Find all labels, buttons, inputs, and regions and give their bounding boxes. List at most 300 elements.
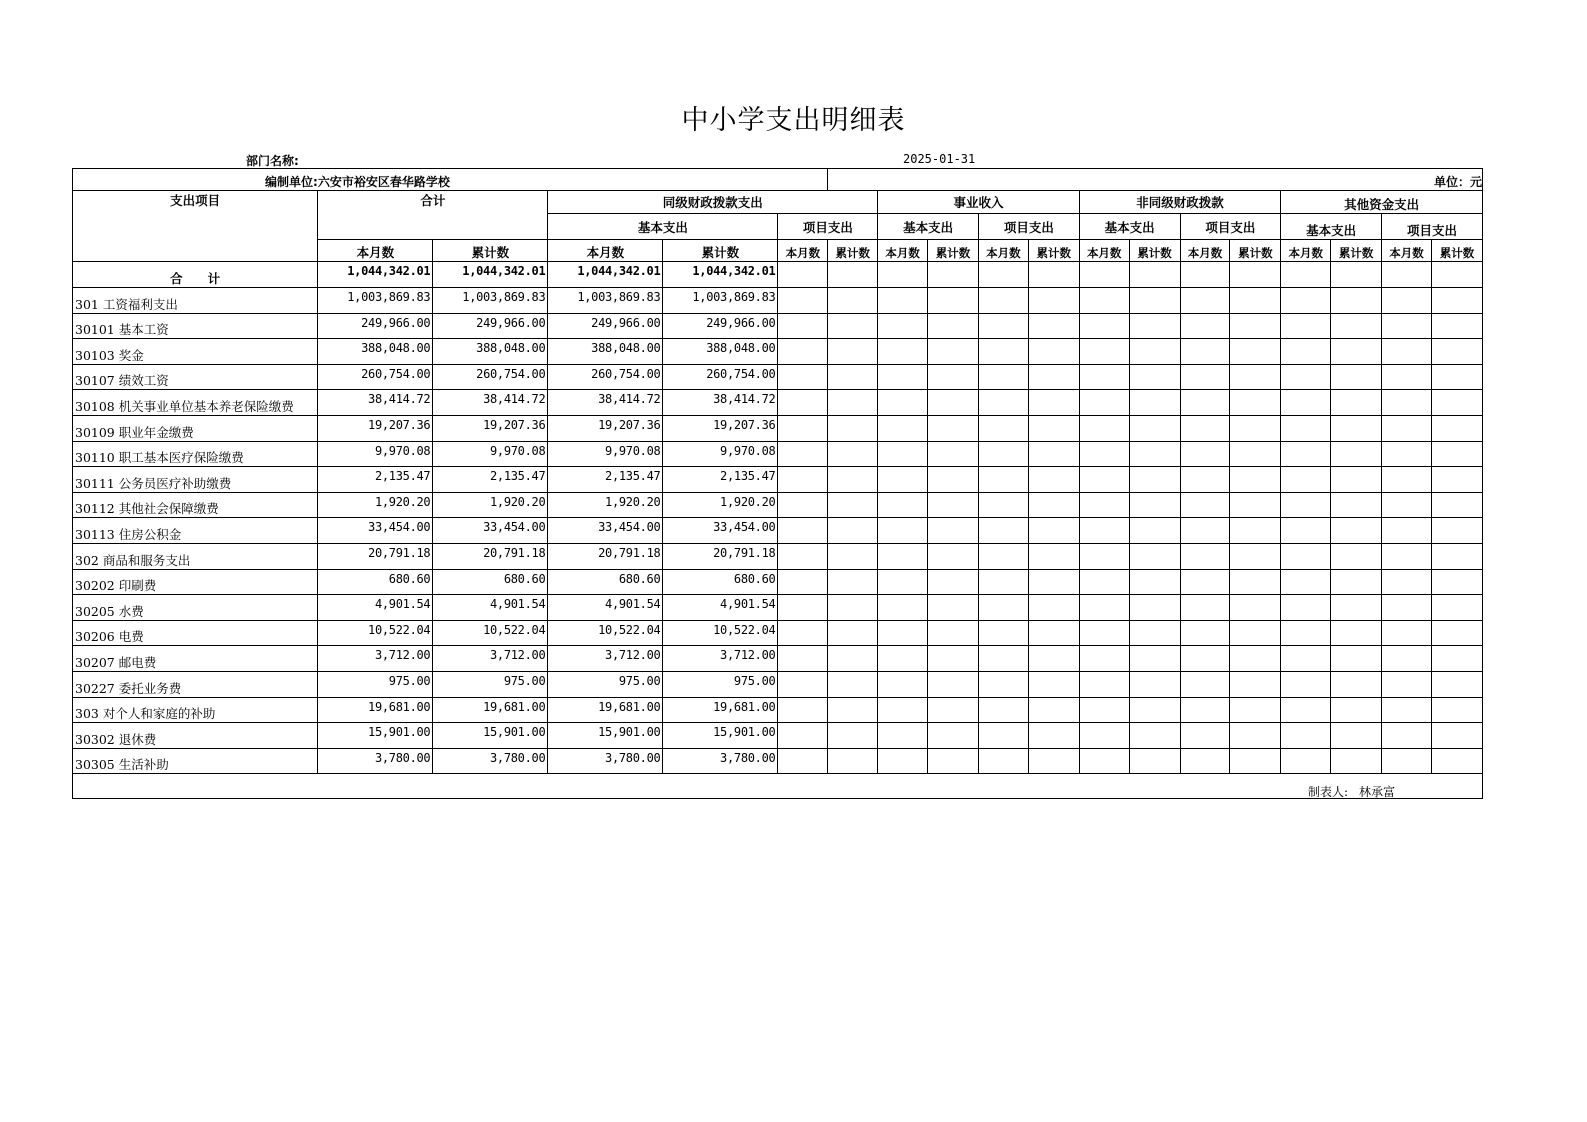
amount-cell: 680.60: [663, 569, 778, 595]
amount-cell: 680.60: [548, 569, 663, 595]
empty-cell: [878, 671, 928, 697]
empty-cell: [1028, 723, 1079, 749]
empty-cell: [1331, 364, 1382, 390]
row-label: 30305 生活补助: [73, 748, 318, 774]
empty-cell: [1331, 415, 1382, 441]
empty-cell: [978, 492, 1028, 518]
amount-cell: 2,135.47: [548, 467, 663, 493]
empty-cell: [1281, 339, 1331, 365]
empty-cell: [1180, 492, 1230, 518]
amount-cell: 10,522.04: [548, 620, 663, 646]
row-label: 30205 水费: [73, 595, 318, 621]
empty-cell: [1382, 364, 1432, 390]
row-label: 303 对个人和家庭的补助: [73, 697, 318, 723]
empty-cell: [828, 543, 878, 569]
empty-cell: [1079, 518, 1129, 544]
empty-cell: [1431, 620, 1482, 646]
empty-cell: [878, 364, 928, 390]
empty-cell: [828, 492, 878, 518]
dept-label: 部门名称:: [246, 154, 299, 168]
row-label: 30110 职工基本医疗保险缴费: [73, 441, 318, 467]
amount-cell: 19,207.36: [318, 415, 433, 441]
row-label: 30112 其他社会保障缴费: [73, 492, 318, 518]
empty-cell: [978, 543, 1028, 569]
table-row: [73, 415, 1483, 441]
expense-table: [72, 168, 1483, 799]
empty-cell: [1028, 748, 1079, 774]
table-header: [73, 169, 1483, 288]
empty-cell: [1079, 748, 1129, 774]
empty-cell: [1129, 543, 1180, 569]
header-row-1: [73, 191, 1483, 214]
empty-cell: [1230, 723, 1281, 749]
empty-cell: [1382, 748, 1432, 774]
row-label: 30202 印刷费: [73, 569, 318, 595]
empty-cell: [1180, 595, 1230, 621]
empty-cell: [1129, 390, 1180, 416]
empty-cell: [978, 415, 1028, 441]
empty-cell: [1431, 441, 1482, 467]
amount-cell: 3,780.00: [433, 748, 548, 774]
header-cumulative: 累计数: [928, 240, 979, 262]
row-label: 30103 奖金: [73, 339, 318, 365]
empty-cell: [1431, 339, 1482, 365]
empty-cell: [1431, 646, 1482, 672]
amount-cell: 19,681.00: [548, 697, 663, 723]
empty-cell: [878, 390, 928, 416]
amount-cell: 3,780.00: [548, 748, 663, 774]
amount-cell: 260,754.00: [318, 364, 433, 390]
empty-cell: [878, 313, 928, 339]
header-cumulative: 累计数: [663, 240, 778, 262]
empty-cell: [1230, 748, 1281, 774]
empty-cell: [1028, 441, 1079, 467]
empty-cell: [978, 595, 1028, 621]
empty-cell: [778, 595, 828, 621]
empty-cell: [828, 441, 878, 467]
empty-cell: [878, 697, 928, 723]
empty-cell: [1382, 543, 1432, 569]
empty-cell: [878, 518, 928, 544]
empty-cell: [1431, 723, 1482, 749]
row-label: 30113 住房公积金: [73, 518, 318, 544]
empty-cell: [1180, 339, 1230, 365]
empty-cell: [1382, 467, 1432, 493]
empty-cell: [1028, 288, 1079, 314]
empty-cell: [1028, 492, 1079, 518]
empty-cell: [1431, 313, 1482, 339]
table-row: [73, 518, 1483, 544]
empty-cell: [1129, 288, 1180, 314]
amount-cell: 249,966.00: [433, 313, 548, 339]
amount-cell: 975.00: [548, 671, 663, 697]
amount-cell: 249,966.00: [548, 313, 663, 339]
table-row: [73, 288, 1483, 314]
empty-cell: [1129, 313, 1180, 339]
empty-cell: [1331, 646, 1382, 672]
empty-cell: [1180, 569, 1230, 595]
amount-cell: 20,791.18: [663, 543, 778, 569]
empty-cell: [1028, 646, 1079, 672]
empty-cell: [878, 467, 928, 493]
amount-cell: 19,207.36: [663, 415, 778, 441]
empty-cell: [1331, 467, 1382, 493]
empty-cell: [1431, 492, 1482, 518]
header-month: 本月数: [978, 240, 1028, 262]
amount-cell: 38,414.72: [433, 390, 548, 416]
empty-cell: [1431, 390, 1482, 416]
empty-cell: [1382, 441, 1432, 467]
empty-cell: [1331, 620, 1382, 646]
header-business-project: 项目支出: [978, 214, 1079, 240]
amount-cell: 33,454.00: [663, 518, 778, 544]
header-nonsame-basic: 基本支出: [1079, 214, 1180, 240]
empty-cell: [1331, 671, 1382, 697]
empty-cell: [928, 620, 979, 646]
header-month: 本月数: [1281, 240, 1331, 262]
empty-cell: [1028, 671, 1079, 697]
header-cumulative: 累计数: [1331, 240, 1382, 262]
empty-cell: [1281, 748, 1331, 774]
empty-cell: [1129, 646, 1180, 672]
empty-cell: [928, 288, 979, 314]
empty-cell: [1129, 671, 1180, 697]
empty-cell: [1079, 569, 1129, 595]
empty-cell: [928, 723, 979, 749]
header-month: 本月数: [1180, 240, 1230, 262]
empty-cell: [878, 492, 928, 518]
empty-cell: [1129, 595, 1180, 621]
amount-cell: 1,920.20: [318, 492, 433, 518]
footer-cell: [73, 774, 1483, 799]
amount-cell: 975.00: [318, 671, 433, 697]
empty-cell: [1079, 390, 1129, 416]
empty-cell: [878, 646, 928, 672]
header-item: 支出项目: [73, 191, 318, 262]
table-row: [73, 595, 1483, 621]
empty-cell: [1180, 620, 1230, 646]
empty-cell: [928, 364, 979, 390]
footer-row: [73, 774, 1483, 799]
empty-cell: [1028, 518, 1079, 544]
header-cumulative: 累计数: [1431, 240, 1482, 262]
empty-cell: [978, 339, 1028, 365]
empty-cell: [978, 313, 1028, 339]
empty-cell: [778, 723, 828, 749]
empty-cell: [878, 620, 928, 646]
empty-cell: [828, 671, 878, 697]
header-month: 本月数: [778, 240, 828, 262]
header-total: 合计: [318, 191, 548, 240]
empty-cell: [978, 748, 1028, 774]
empty-cell: [1129, 364, 1180, 390]
empty-cell: [978, 569, 1028, 595]
empty-cell: [1331, 390, 1382, 416]
amount-cell: 1,920.20: [548, 492, 663, 518]
amount-cell: 3,712.00: [433, 646, 548, 672]
row-label: 30108 机关事业单位基本养老保险缴费: [73, 390, 318, 416]
empty-cell: [1180, 671, 1230, 697]
table-row: [73, 492, 1483, 518]
empty-cell: [778, 364, 828, 390]
empty-cell: [1382, 390, 1432, 416]
row-label: 30109 职业年金缴费: [73, 415, 318, 441]
amount-cell: 975.00: [663, 671, 778, 697]
amount-cell: 1,003,869.83: [663, 288, 778, 314]
table-row: [73, 671, 1483, 697]
empty-cell: [1281, 569, 1331, 595]
amount-cell: 3,780.00: [663, 748, 778, 774]
empty-cell: [1431, 467, 1482, 493]
table-row: [73, 697, 1483, 723]
empty-cell: [1230, 697, 1281, 723]
header-month: 本月数: [318, 240, 433, 262]
empty-cell: [878, 595, 928, 621]
table-row: [73, 441, 1483, 467]
empty-cell: [778, 646, 828, 672]
amount-cell: 260,754.00: [663, 364, 778, 390]
empty-cell: [828, 518, 878, 544]
empty-cell: [1281, 415, 1331, 441]
empty-cell: [828, 569, 878, 595]
empty-cell: [1230, 518, 1281, 544]
empty-cell: [1331, 288, 1382, 314]
empty-cell: [778, 518, 828, 544]
empty-cell: [1230, 288, 1281, 314]
empty-cell: [1382, 492, 1432, 518]
org-row: [73, 169, 1483, 191]
empty-cell: [1281, 518, 1331, 544]
empty-cell: [1180, 415, 1230, 441]
empty-cell: [1180, 646, 1230, 672]
empty-cell: [778, 543, 828, 569]
empty-cell: [1079, 415, 1129, 441]
amount-cell: 260,754.00: [433, 364, 548, 390]
empty-cell: [1230, 543, 1281, 569]
empty-cell: [1331, 569, 1382, 595]
empty-cell: [978, 441, 1028, 467]
empty-cell: [978, 518, 1028, 544]
empty-cell: [1180, 723, 1230, 749]
empty-cell: [978, 390, 1028, 416]
header-non-same-level: 非同级财政拨款: [1079, 191, 1281, 214]
empty-cell: [1431, 518, 1482, 544]
empty-cell: [1230, 339, 1281, 365]
total-cell: 1,044,342.01: [318, 262, 433, 288]
amount-cell: 38,414.72: [548, 390, 663, 416]
row-label: 30207 邮电费: [73, 646, 318, 672]
header-same-level: 同级财政拨款支出: [548, 191, 878, 214]
amount-cell: 3,712.00: [548, 646, 663, 672]
amount-cell: 9,970.08: [548, 441, 663, 467]
empty-cell: [1281, 492, 1331, 518]
empty-cell: [778, 620, 828, 646]
empty-cell: [1382, 313, 1432, 339]
empty-cell: [1281, 543, 1331, 569]
empty-cell: [978, 723, 1028, 749]
empty-cell: [1079, 492, 1129, 518]
empty-cell: [1180, 313, 1230, 339]
amount-cell: 4,901.54: [433, 595, 548, 621]
header-month: 本月数: [1079, 240, 1129, 262]
empty-cell: [1129, 518, 1180, 544]
empty-cell: [1281, 671, 1331, 697]
empty-cell: [878, 569, 928, 595]
amount-cell: 15,901.00: [663, 723, 778, 749]
empty-cell: [1079, 543, 1129, 569]
empty-cell: [1382, 595, 1432, 621]
empty-cell: [1281, 620, 1331, 646]
empty-cell: [1331, 339, 1382, 365]
amount-cell: 15,901.00: [318, 723, 433, 749]
amount-cell: 1,003,869.83: [318, 288, 433, 314]
empty-cell: [1281, 595, 1331, 621]
empty-cell: [1079, 620, 1129, 646]
amount-cell: 38,414.72: [663, 390, 778, 416]
empty-cell: [928, 543, 979, 569]
amount-cell: 10,522.04: [433, 620, 548, 646]
header-other-funds: 其他资金支出: [1281, 191, 1483, 214]
empty-cell: [978, 697, 1028, 723]
empty-cell: [1382, 646, 1432, 672]
amount-cell: 19,681.00: [663, 697, 778, 723]
empty-cell: [928, 518, 979, 544]
empty-cell: [1382, 723, 1432, 749]
empty-cell: [778, 288, 828, 314]
amount-cell: 975.00: [433, 671, 548, 697]
empty-cell: [778, 748, 828, 774]
row-label: 30206 电费: [73, 620, 318, 646]
empty-cell: [1180, 518, 1230, 544]
empty-cell: [778, 671, 828, 697]
amount-cell: 4,901.54: [663, 595, 778, 621]
empty-cell: [1028, 697, 1079, 723]
empty-cell: [1331, 697, 1382, 723]
table-footer: [73, 774, 1483, 799]
empty-cell: [1431, 697, 1482, 723]
amount-cell: 1,003,869.83: [433, 288, 548, 314]
empty-cell: [1028, 364, 1079, 390]
empty-cell: [1331, 313, 1382, 339]
empty-cell: [1331, 595, 1382, 621]
empty-cell: [1079, 339, 1129, 365]
amount-cell: 3,780.00: [318, 748, 433, 774]
table-row: [73, 646, 1483, 672]
empty-cell: [1382, 620, 1432, 646]
empty-cell: [828, 467, 878, 493]
header-same-project: 项目支出: [778, 214, 878, 240]
header-business-basic: 基本支出: [878, 214, 979, 240]
empty-cell: [928, 697, 979, 723]
empty-cell: [778, 390, 828, 416]
empty-cell: [1281, 364, 1331, 390]
empty-cell: [1230, 313, 1281, 339]
empty-cell: [828, 390, 878, 416]
empty-cell: [1028, 313, 1079, 339]
empty-cell: [978, 671, 1028, 697]
amount-cell: 33,454.00: [433, 518, 548, 544]
amount-cell: 33,454.00: [318, 518, 433, 544]
preparer-name: 林承富: [1359, 785, 1396, 799]
empty-cell: [778, 415, 828, 441]
empty-cell: [1382, 697, 1432, 723]
empty-cell: [1079, 441, 1129, 467]
empty-cell: [1028, 415, 1079, 441]
empty-cell: [828, 723, 878, 749]
empty-cell: [778, 467, 828, 493]
total-label: 合 计: [73, 262, 318, 288]
empty-cell: [1331, 543, 1382, 569]
empty-cell: [778, 697, 828, 723]
header-cumulative: 累计数: [1028, 240, 1079, 262]
amount-cell: 4,901.54: [318, 595, 433, 621]
amount-cell: 388,048.00: [318, 339, 433, 365]
empty-cell: [1331, 441, 1382, 467]
amount-cell: 3,712.00: [318, 646, 433, 672]
header-other-project: 项目支出: [1382, 214, 1483, 240]
empty-cell: [1281, 288, 1331, 314]
empty-cell: [928, 313, 979, 339]
empty-cell: [1230, 364, 1281, 390]
empty-cell: [1028, 339, 1079, 365]
amount-cell: 10,522.04: [318, 620, 433, 646]
row-label: 30227 委托业务费: [73, 671, 318, 697]
empty-cell: [1129, 748, 1180, 774]
empty-cell: [1129, 492, 1180, 518]
header-month: 本月数: [878, 240, 928, 262]
empty-cell: [1180, 543, 1230, 569]
amount-cell: 1,920.20: [433, 492, 548, 518]
empty-cell: [828, 646, 878, 672]
empty-cell: [1382, 518, 1432, 544]
empty-cell: [1382, 339, 1432, 365]
amount-cell: 33,454.00: [548, 518, 663, 544]
empty-cell: [1028, 595, 1079, 621]
empty-cell: [828, 748, 878, 774]
empty-cell: [1079, 671, 1129, 697]
header-other-basic: 基本支出: [1281, 214, 1382, 240]
empty-cell: [1079, 646, 1129, 672]
total-cell: 1,044,342.01: [433, 262, 548, 288]
empty-cell: [1079, 697, 1129, 723]
empty-cell: [1079, 723, 1129, 749]
amount-cell: 10,522.04: [663, 620, 778, 646]
empty-cell: [978, 288, 1028, 314]
empty-cell: [1079, 467, 1129, 493]
empty-cell: [1180, 697, 1230, 723]
empty-cell: [1028, 467, 1079, 493]
org-label: 编制单位:: [73, 169, 318, 191]
amount-cell: 19,207.36: [548, 415, 663, 441]
empty-cell: [1028, 390, 1079, 416]
header-cumulative: 累计数: [433, 240, 548, 262]
unit-label: 单位：元: [828, 169, 1483, 191]
empty-cell: [928, 569, 979, 595]
table-row: [73, 390, 1483, 416]
empty-cell: [1079, 364, 1129, 390]
empty-cell: [1281, 697, 1331, 723]
amount-cell: 4,901.54: [548, 595, 663, 621]
empty-cell: [878, 748, 928, 774]
row-label: 301 工资福利支出: [73, 288, 318, 314]
empty-cell: [928, 671, 979, 697]
empty-cell: [1281, 390, 1331, 416]
amount-cell: 20,791.18: [318, 543, 433, 569]
empty-cell: [928, 415, 979, 441]
empty-cell: [1431, 671, 1482, 697]
empty-cell: [1129, 339, 1180, 365]
empty-cell: [1331, 518, 1382, 544]
